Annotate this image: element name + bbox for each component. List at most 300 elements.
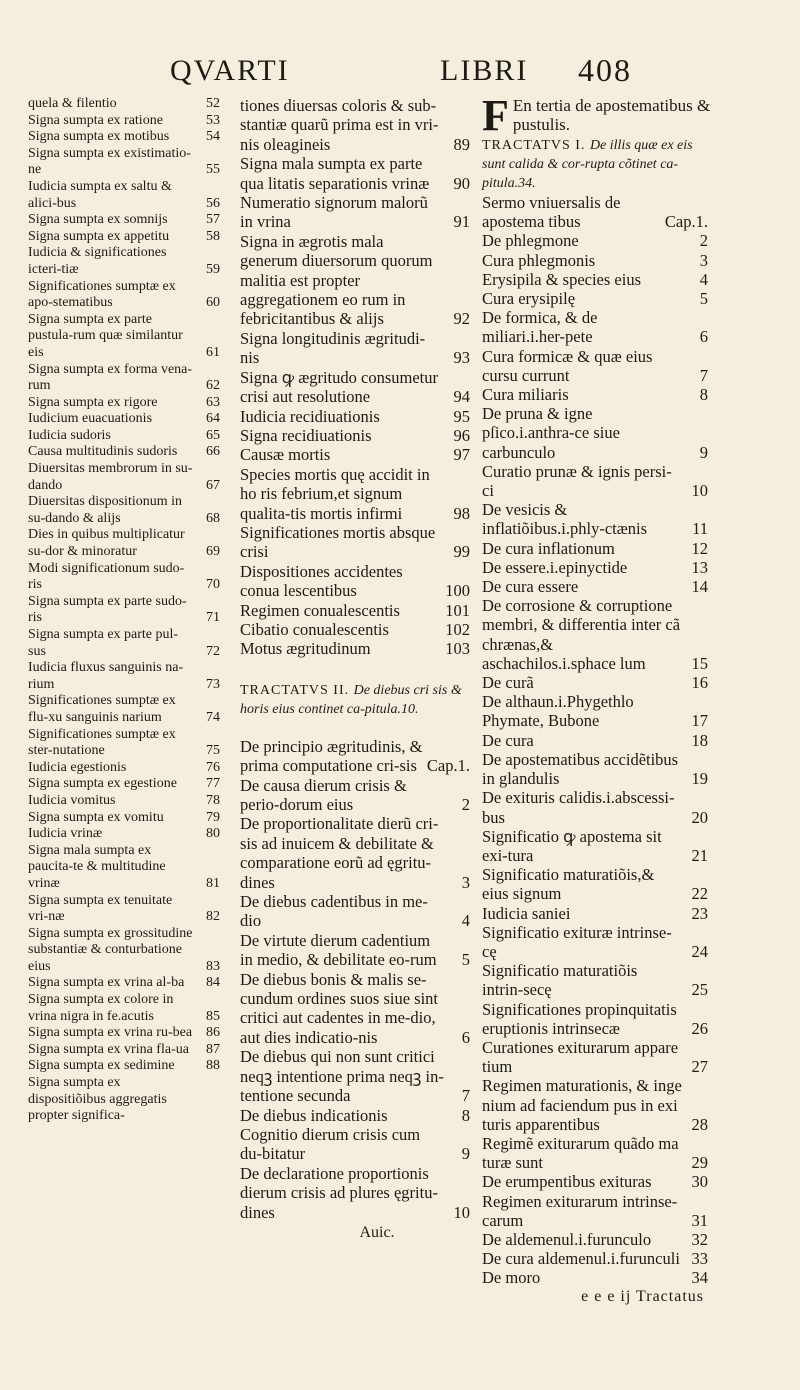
entry-title: Signa sumpta ex vrina ru-bea	[28, 1025, 193, 1041]
index-entry	[28, 776, 224, 793]
entry-title: De erumpentibus exituras	[482, 1172, 652, 1192]
entry-number: 58	[206, 228, 220, 244]
entry-title: De proportionalitate dierũ cri-sis ad inuicem & debilitate & comparatione eorũ ad ęgritu-dines	[240, 814, 439, 892]
tractatus-heading-2: TRACTATVS II. De diebus cri sis & horis eius continet ca-pitula.10.	[240, 682, 462, 717]
index-entry	[240, 776, 474, 815]
entry-number: 60	[206, 295, 220, 311]
entry-number: 7	[699, 365, 708, 385]
index-entry	[28, 810, 224, 827]
entry-title: De essere.i.epinyctide	[482, 557, 628, 577]
index-entry	[482, 270, 712, 289]
index-entry	[28, 893, 224, 926]
entry-title: Curatio prunæ & ignis persi-ci	[482, 461, 672, 501]
entry-number: 83	[206, 958, 220, 974]
index-entry	[240, 892, 474, 931]
entry-title: De corrosione & corruptione membri, & differentia inter cã chrænas,& aschachilos.i.sphace lum	[482, 596, 681, 673]
index-entry	[482, 731, 712, 750]
intro-text: En tertia de apostematibus & pustulis.	[512, 96, 711, 134]
index-entry	[28, 245, 224, 278]
index-entry	[482, 1038, 712, 1076]
entry-title: De virtute dierum cadentium in medio, & debilitate eo-rum	[240, 930, 437, 970]
index-entry	[28, 312, 224, 362]
entry-title: Significatio maturatiõis intrin-secę	[482, 961, 638, 1000]
entry-number: 84	[206, 975, 220, 991]
index-entry	[240, 426, 474, 445]
entry-number: 75	[206, 743, 220, 759]
entry-number: 27	[691, 1057, 708, 1077]
index-entry	[28, 693, 224, 726]
index-entry	[482, 923, 712, 961]
entry-title: De diebus qui non sunt critici neqꝫ intentione prima neqꝫ in-tentione secunda	[240, 1047, 444, 1106]
index-entry	[28, 494, 224, 527]
index-entry	[482, 462, 712, 500]
entry-title: Diuersitas dispositionum in su-dando & alijs	[28, 494, 182, 526]
entry-title: Signa sumpta ex sedimine	[28, 1058, 175, 1074]
entry-title: Regimen exiturarum intrinse-carum	[482, 1191, 678, 1230]
entry-title: Modi significationum sudo-ris	[28, 560, 185, 593]
entry-number: 92	[453, 309, 470, 329]
index-entry	[28, 113, 224, 130]
entry-number: 12	[691, 538, 708, 558]
entry-title: Signa in ægrotis mala generum diuersorum quorum malitia est propter aggregationem eo rum in febricitantibus & alijs	[240, 231, 433, 329]
index-entry	[240, 154, 474, 193]
index-entry	[482, 788, 712, 826]
entry-title: De exituris calidis.i.abscessi-bus	[482, 788, 675, 827]
entry-number: 56	[206, 195, 220, 211]
entry-number: 98	[453, 503, 470, 523]
entry-title: Numeratio signorum malorũ in vrina	[240, 193, 428, 232]
index-entry	[240, 368, 474, 407]
entry-number: 34	[691, 1268, 708, 1288]
entry-number: 2	[699, 231, 708, 251]
index-entry	[482, 1076, 712, 1134]
entry-title: Species mortis quę accidit in ho ris febrium,et signum qualita-tis mortis infirmi	[240, 464, 430, 523]
entry-number: 22	[691, 884, 708, 904]
index-entry	[28, 926, 224, 976]
index-entry	[240, 620, 474, 639]
index-entry	[240, 1164, 474, 1222]
entry-number: 54	[206, 129, 220, 145]
index-entry	[482, 1192, 712, 1230]
entry-title: Regimen conualescentis	[240, 600, 400, 620]
entry-number: 102	[445, 619, 470, 639]
entry-number: 14	[691, 577, 708, 597]
signature-mark: e e e ij Tractatus	[581, 1287, 704, 1305]
index-entry	[482, 308, 712, 346]
index-entry	[482, 347, 712, 385]
entry-number: 30	[691, 1172, 708, 1192]
entry-title: Iudicia fluxus sanguinis na-rium	[28, 660, 184, 692]
entry-title: Signa sumpta ex vrina fla-ua	[28, 1041, 189, 1057]
entry-title: Iudicia sumpta ex saltu & alici-bus	[28, 178, 172, 211]
entry-title: Signa recidiuationis	[240, 425, 372, 445]
entry-title: De formica, & de miliari.i.her-pete	[482, 308, 598, 347]
entry-title: Signa sumpta ex parte pustula-rum quæ similantur eis	[28, 311, 183, 360]
entry-title: De pruna & igne pſico.i.anthra-ce siue carbunculo	[482, 404, 620, 462]
index-entry	[28, 1075, 224, 1125]
entry-number: 101	[445, 600, 470, 620]
entry-number: 8	[699, 385, 708, 405]
index-entry	[240, 931, 474, 970]
index-entry	[28, 411, 224, 428]
index-entry	[240, 407, 474, 426]
index-entry	[28, 760, 224, 777]
entry-title: Signa longitudinis ægritudi-nis	[240, 328, 426, 368]
entry-title: Cognitio dierum crisis cum du-bitatur	[240, 1124, 421, 1164]
entry-title: Significatio exituræ intrinse-cę	[482, 922, 672, 961]
index-entry	[482, 251, 712, 270]
index-entry	[28, 975, 224, 992]
index-entry	[28, 179, 224, 212]
index-entry	[28, 527, 224, 560]
entry-number: 5	[461, 950, 470, 970]
entry-title: Regimen maturationis, & inge nium ad faciendum pus in exi turis apparentibus	[482, 1076, 682, 1134]
entry-number: 23	[691, 903, 708, 923]
entry-title: De aldemenul.i.furunculo	[482, 1229, 652, 1249]
entry-title: Signa sumpta ex colore in vrina nigra in fe.acutis	[28, 992, 174, 1024]
entry-number: 86	[206, 1025, 220, 1041]
entry-title: De diebus indicationis	[240, 1105, 388, 1125]
entry-title: Causæ mortis	[240, 445, 331, 465]
entry-number: 11	[692, 519, 708, 539]
entry-title: Signa sumpta ex tenuitate vri-næ	[28, 892, 173, 925]
entry-title: Signa sumpta ex vomitu	[28, 809, 164, 825]
entry-number: 53	[206, 112, 220, 128]
entry-title: Iudicia vrinæ	[28, 826, 103, 842]
index-entry	[482, 961, 712, 999]
index-entry	[482, 558, 712, 577]
entry-title: Signa sumpta ex appetitu	[28, 228, 170, 244]
entry-number: 21	[691, 845, 708, 865]
index-entry	[482, 404, 712, 462]
entry-title: Cura erysipilę	[482, 289, 576, 309]
entry-title: De diebus cadentibus in me-dio	[240, 892, 428, 931]
index-entry	[482, 1134, 712, 1172]
entry-title: De principio ægritudinis, & prima computatione cri-sis	[240, 736, 423, 776]
entry-number: 13	[691, 557, 708, 577]
entry-title: tiones diuersas coloris & sub-stantiæ quarũ prima est in vri-nis oleagineis	[240, 96, 439, 154]
entry-number: 31	[691, 1210, 708, 1230]
index-entry	[28, 129, 224, 146]
entry-title: Signa mala sumpta ex paucita-te & multitudine vrinæ	[28, 842, 166, 891]
index-entry	[28, 96, 224, 113]
index-entry	[240, 96, 474, 154]
entry-title: De phlegmone	[482, 231, 579, 251]
entry-number: 9	[461, 1144, 470, 1164]
index-entry	[240, 1106, 474, 1125]
entry-number: 7	[461, 1086, 470, 1106]
index-column-2-list-a	[240, 96, 474, 659]
entry-number: 9	[699, 442, 708, 462]
index-entry	[482, 577, 712, 596]
entry-number: 25	[691, 980, 708, 1000]
index-entry	[240, 970, 474, 1048]
index-entry	[482, 827, 712, 865]
entry-title: Cibatio conualescentis	[240, 619, 389, 639]
entry-number: 6	[699, 327, 708, 347]
index-entry	[482, 231, 712, 250]
entry-title: Signa sumpta ex parte sudo-ris	[28, 593, 187, 626]
entry-title: Iudicium euacuationis	[28, 411, 153, 427]
book-intro	[482, 91, 712, 140]
entry-title: Significationes mortis absque crisi	[240, 522, 436, 562]
entry-title: Sermo vniuersalis de apostema tibus	[482, 193, 621, 232]
entry-number: 4	[699, 269, 708, 289]
index-entry	[482, 750, 712, 788]
entry-title: Signa mala sumpta ex parte qua litatis separationis vrinæ	[240, 154, 430, 193]
entry-number: 87	[206, 1041, 220, 1057]
index-entry	[28, 561, 224, 594]
initial-capital: F	[482, 91, 509, 140]
entry-title: Dispositiones accidentes conua lescentibus	[240, 561, 403, 601]
index-entry	[28, 660, 224, 693]
entry-title: De causa dierum crisis & perio-dorum eius	[240, 775, 407, 814]
entry-number: 66	[206, 444, 220, 460]
index-entry	[240, 193, 474, 232]
index-entry	[28, 212, 224, 229]
entry-title: quela & filentio	[28, 96, 117, 111]
page-number: 408	[578, 52, 632, 88]
index-entry	[240, 814, 474, 892]
entry-title: Signa sumpta ex rigore	[28, 394, 158, 410]
entry-title: Regimẽ exiturarum quãdo ma turæ sunt	[482, 1133, 679, 1173]
entry-title: De diebus bonis & malis se-cundum ordines suos siue sint critici aut cadentes in me-dio, aut dies indicatio-nis	[240, 969, 438, 1047]
entry-number: 77	[206, 776, 220, 792]
entry-title: Iudicia recidiuationis	[240, 406, 380, 426]
index-column-2	[240, 96, 474, 1242]
entry-number: 3	[461, 872, 470, 892]
entry-title: Causa multitudinis sudoris	[28, 444, 178, 460]
entry-number: 18	[691, 730, 708, 750]
entry-title: Significationes propinquitatis eruptionis intrinsecæ	[482, 999, 677, 1038]
header-left: QVARTI	[170, 54, 290, 87]
index-entry	[28, 279, 224, 312]
entry-number: 73	[206, 676, 220, 692]
entry-title: Significatio ꝙ apostema sit exi-tura	[482, 826, 662, 865]
entry-number: 94	[453, 387, 470, 407]
header-mid: LIBRI	[440, 54, 529, 87]
entry-title: De moro	[482, 1268, 541, 1288]
entry-title: Cura miliaris	[482, 385, 569, 405]
index-entry	[28, 594, 224, 627]
running-header	[150, 50, 710, 94]
entry-title: De declaratione proportionis dierum crisis ad plures ęgritu-dines	[240, 1163, 438, 1222]
index-entry	[482, 865, 712, 903]
entry-title: Curationes exiturarum appare tium	[482, 1037, 679, 1077]
entry-number: 4	[461, 911, 470, 931]
index-entry	[482, 1230, 712, 1249]
tractatus-heading-1: TRACTATVS I. De illis quæ ex eis sunt calida & cor-rupta cõtinet ca-pitula.34.	[482, 138, 693, 191]
entry-title: Signa sumpta ex somnijs	[28, 212, 168, 228]
entry-number: 71	[206, 610, 220, 626]
entry-number: 95	[453, 406, 470, 426]
entry-number: 20	[691, 807, 708, 827]
index-entry	[482, 1172, 712, 1191]
entry-number: 5	[699, 289, 708, 309]
entry-number: 81	[206, 875, 220, 891]
index-entry	[28, 461, 224, 494]
index-entry	[482, 596, 712, 673]
entry-title: Signa sumpta ex dispositiõibus aggregatis propter significa-	[28, 1075, 167, 1124]
index-entry	[240, 445, 474, 464]
index-entry	[28, 992, 224, 1025]
entry-number: 91	[453, 212, 470, 232]
entry-number: 29	[691, 1153, 708, 1173]
entry-number: 97	[453, 445, 470, 465]
entry-number: 28	[691, 1114, 708, 1134]
entry-number: 78	[206, 792, 220, 808]
entry-number: 33	[691, 1249, 708, 1269]
index-entry	[240, 232, 474, 329]
entry-number: 69	[206, 544, 220, 560]
catchword: Auic.	[359, 1223, 395, 1241]
entry-title: De cura inflationum	[482, 538, 615, 558]
entry-title: Erysipila & species eius	[482, 269, 642, 289]
entry-number: 52	[206, 96, 220, 111]
entry-number: 6	[461, 1027, 470, 1047]
index-column-3	[482, 91, 712, 1306]
entry-number: 59	[206, 261, 220, 277]
entry-number: 93	[453, 348, 470, 368]
index-column-1	[28, 96, 224, 1125]
entry-title: Significatio maturatiõis,& eius signum	[482, 865, 655, 904]
entry-title: Iudicia egestionis	[28, 759, 127, 775]
entry-number: 57	[206, 212, 220, 228]
entry-number: 55	[206, 162, 220, 178]
entry-number: 10	[453, 1202, 470, 1222]
index-entry	[240, 523, 474, 562]
entry-number: 8	[461, 1105, 470, 1125]
entry-number: 85	[206, 1008, 220, 1024]
index-entry	[28, 843, 224, 893]
index-entry	[240, 329, 474, 368]
index-entry	[240, 737, 474, 776]
entry-title: Iudicia & significationes icteri-tiæ	[28, 245, 167, 277]
entry-title: Signa sumpta ex egestione	[28, 776, 177, 792]
entry-number: 72	[206, 643, 220, 659]
entry-title: Diuersitas membrorum in su-dando	[28, 461, 193, 493]
entry-number: 82	[206, 909, 220, 925]
index-entry	[28, 362, 224, 395]
entry-title: Signa sumpta ex vrina al-ba	[28, 975, 185, 991]
index-entry	[482, 1268, 712, 1287]
entry-title: De cura aldemenul.i.furunculi	[482, 1249, 680, 1269]
entry-title: Cura formicæ & quæ eius cursu currunt	[482, 346, 653, 385]
index-entry	[482, 500, 712, 538]
entry-title: Signa sumpta ex ratione	[28, 112, 163, 128]
entry-number: 67	[206, 477, 220, 493]
entry-number: 65	[206, 427, 220, 443]
entry-title: Significationes sumptæ ex flu-xu sanguinis narium	[28, 693, 176, 725]
entry-number: 100	[445, 581, 470, 601]
index-entry	[482, 289, 712, 308]
index-entry	[240, 601, 474, 620]
entry-number: 79	[206, 809, 220, 825]
entry-number: 99	[453, 542, 470, 562]
entry-number: 68	[206, 510, 220, 526]
index-entry	[240, 562, 474, 601]
index-entry	[28, 627, 224, 660]
index-entry	[240, 1047, 474, 1105]
entry-number: Cap.1.	[426, 756, 470, 776]
index-entry	[28, 444, 224, 461]
entry-number: 80	[206, 826, 220, 842]
entry-title: De althaun.i.Phygethlo Phymate, Bubone	[482, 692, 634, 731]
index-entry	[240, 639, 474, 658]
entry-number: 15	[691, 653, 708, 673]
index-entry	[28, 428, 224, 445]
index-entry	[28, 146, 224, 179]
index-entry	[28, 1042, 224, 1059]
entry-title: Signa sumpta ex grossitudine substantiæ & conturbatione eius	[28, 925, 193, 974]
entry-number: 24	[691, 941, 708, 961]
entry-title: Signa ꝙ ægritudo consumetur crisi aut resolutione	[240, 367, 439, 407]
entry-title: Motus ægritudinum	[240, 639, 371, 659]
entry-number: 89	[453, 134, 470, 154]
entry-number: 90	[453, 173, 470, 193]
entry-title: Dies in quibus multiplicatur su-dor & minoratur	[28, 527, 185, 560]
entry-number: 103	[445, 639, 470, 659]
entry-number: 16	[691, 673, 708, 693]
entry-title: De vesicis & inflatiõibus.i.phly-ctænis	[482, 500, 647, 539]
index-entry	[482, 1000, 712, 1038]
index-entry	[28, 229, 224, 246]
index-entry	[28, 1025, 224, 1042]
entry-number: 64	[206, 411, 220, 427]
entry-title: De curã	[482, 673, 534, 693]
index-column-2-list-b	[240, 737, 474, 1222]
entry-title: Cura phlegmonis	[482, 250, 596, 270]
index-entry	[28, 727, 224, 760]
entry-title: Signa sumpta ex parte pul-sus	[28, 627, 179, 659]
entry-title: Signa sumpta ex existimatio-ne	[28, 145, 191, 178]
index-entry	[28, 793, 224, 810]
entry-title: Signa sumpta ex forma vena-rum	[28, 361, 193, 394]
index-entry	[482, 539, 712, 558]
entry-number: 17	[691, 711, 708, 731]
entry-title: De cura	[482, 730, 534, 750]
entry-number: 74	[206, 709, 220, 725]
index-entry	[240, 1125, 474, 1164]
entry-number: 2	[461, 795, 470, 814]
index-entry	[482, 385, 712, 404]
entry-number: 19	[691, 769, 708, 789]
entry-number: 76	[206, 759, 220, 775]
index-entry	[482, 904, 712, 923]
entry-number: Cap.1.	[664, 212, 708, 232]
index-entry	[482, 692, 712, 730]
index-column-3-list	[482, 193, 712, 1288]
index-entry	[28, 1058, 224, 1075]
entry-number: 88	[206, 1058, 220, 1074]
index-entry	[240, 465, 474, 523]
index-entry	[28, 826, 224, 843]
entry-number: 61	[206, 344, 220, 360]
entry-number: 96	[453, 425, 470, 445]
index-entry	[28, 395, 224, 412]
entry-title: Significationes sumptæ ex ster-nutatione	[28, 726, 176, 759]
entry-title: Significationes sumptæ ex apo-stematibus	[28, 278, 176, 311]
index-entry	[482, 673, 712, 692]
index-entry	[482, 193, 712, 231]
entry-title: Iudicia saniei	[482, 903, 571, 923]
entry-title: De cura essere	[482, 577, 579, 597]
entry-title: De apostematibus accidẽtibus in glandulis	[482, 749, 679, 789]
entry-number: 32	[691, 1229, 708, 1249]
entry-title: Iudicia vomitus	[28, 792, 116, 808]
entry-title: Signa sumpta ex motibus	[28, 129, 170, 145]
entry-number: 26	[691, 1018, 708, 1038]
